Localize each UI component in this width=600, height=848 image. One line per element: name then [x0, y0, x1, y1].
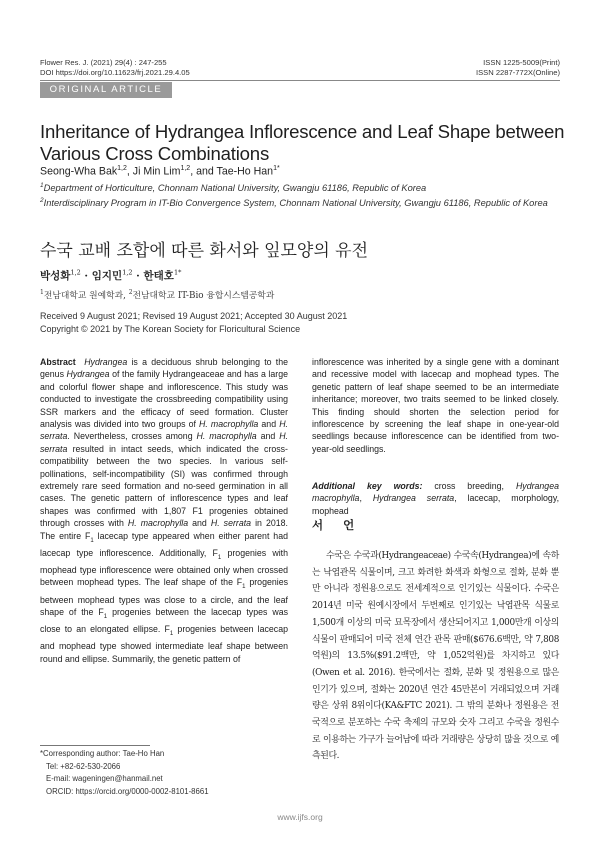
article-dates — [40, 310, 560, 335]
article-type-badge: ORIGINAL ARTICLE — [40, 82, 172, 98]
issn-print: ISSN 1225-5009(Print) — [483, 58, 560, 67]
journal-citation: Flower Res. J. (2021) 29(4) : 247-255 — [40, 58, 167, 67]
corresponding-author-note: *Corresponding author: Tae-Ho Han Tel: +82-62-530-2066 E-mail: wageningen@hanmail.net ORCID: https://orcid.org/0000-0002-8101-8661 — [40, 748, 209, 798]
affiliations-en — [40, 180, 560, 209]
footer-url[interactable]: www.ijfs.org — [277, 812, 323, 822]
author-3: and Tae-Ho Han — [196, 165, 274, 178]
affiliation-1: $^1$Department of Horticulture, Chonnam National University, Gwangju 61186, Republic of Korea — [40, 182, 427, 194]
section-heading-introduction: 서 언 — [312, 518, 363, 532]
author-2: Ji Min Lim — [132, 165, 181, 178]
article-title-ko: 수국 교배 조합에 따른 화서와 잎모양의 유전 — [40, 241, 369, 261]
abstract-right-column: inflorescence was inherited by a single gene with a dominant and recessive model with lacecap and mophead types. The genetic pattern of leaf shape seemed to be an intermediate inheritance; moreover, two traits seemed to be linked closely. This finding should shorten the selection period for inflorescence by screening the leaf shape in one-year-old seedlings because inflorescence can be identified from two-year-old seedlings. — [312, 357, 559, 454]
orcid-link[interactable]: ORCID: https://orcid.org/0000-0002-8101-8661 — [46, 786, 209, 796]
authors-ko: 박성화$^{1,2}$ · 임지민$^{1,2}$ · 한태호$^{1*}$ — [40, 268, 182, 282]
keywords-label: Additional key words: — [312, 481, 423, 491]
copyright-line: Copyright © 2021 by The Korean Society for Floricultural Science — [40, 323, 301, 334]
keywords: Additional key words: cross breeding, Hydrangea macrophylla, Hydrangea serrata, lacecap, morphology, mophead — [312, 481, 560, 516]
affiliation-2: $^2$Interdisciplinary Program in IT-Bio Convergence System, Chonnam National University, Gwangju 61186, Republic of Korea — [40, 196, 548, 208]
abstract-left-column: Abstract Hydrangea is a deciduous shrub belonging to the genus Hydrangea of the family Hydrangeaceae and has a large and colorful flower shape and inflorescence. This study was conducted to investigate the crossbreeding compatibility using SSR markers and the efficacy of seed formation. Cluster analysis was divided into two groups of H. macrophylla and H. serrata. Nevertheless, crosses among H. macrophylla and H. serrata resulted in intact seeds, which indicated the cross-compatibility between the two species. In various self-pollinations, self-incompatibility (SI) was confirmed through extremely rare seed formation and no-seed germination in all cases. The genetic pattern of inflorescence types and leaf shapes was confirmed with 1,807 F1 progenies obtained through crosses with H. macrophylla and H. serrata in 2018. The entire $F_1$ lacecap type appeared when either parent had lacecap type inflorescence. Additionally, $F_1$ progenies with mophead type inflorescence were obtained only when crossed between mophead types. The leaf shape of the $F_1$ progenies between mophead types was close to a circle, and the leaf shape of the $F_1$ progenies between the lacecap types was close to an elongated ellipse. $F_1$ progenies between lacecap and mophead type showed intermediate leaf shape between round and ellipse. Summarily, the genetic pattern of — [40, 357, 289, 664]
abstract-label: Abstract — [40, 357, 76, 367]
author-1: Seong-Wha Bak — [40, 165, 118, 178]
received-dates: Received 9 August 2021; Revised 19 August 2021; Accepted 30 August 2021 — [40, 311, 348, 321]
authors-en: Seong-Wha Bak$^{1,2}$, Ji Min Lim$^{1,2}$, and Tae-Ho Han$^{1*}$ — [40, 165, 280, 178]
article-title-en: Inheritance of Hydrangea Inflorescence and Leaf Shape between Various Cross Combinations — [40, 121, 565, 164]
doi-link[interactable]: DOI https://doi.org/10.11623/frj.2021.29.4.05 — [40, 68, 190, 77]
issn-online: ISSN 2287-772X(Online) — [476, 68, 560, 77]
footnote-rule — [40, 745, 150, 746]
affiliations-ko: $^1$전남대학교 원예학과, $^2$전남대학교 IT-Bio 융합시스템공학과 — [40, 289, 275, 301]
email-link[interactable]: E-mail: wageningen@hanmail.net — [46, 774, 163, 784]
header-rule — [40, 80, 560, 81]
introduction-body: 수국은 수국과(Hydrangeaceae) 수국속(Hydrangea)에 속하는 낙엽관목 식물이며, 크고 화려한 화색과 화형으로 절화, 분화 뿐만 아니라 정원용으로도 전세계적으로 인기있는 식물이다. 수국은 2014년 미국 원예시장에서 두번째로 인기있는 낙엽관목 식물로 1,500개 이상의 미국 묘목장에서 생산되어지고 1,000만개 이상의 식물이 판매되어 미국 전체 연간 관목 판매($676.6백만, 약 7,808억원)의 13.5%($91.2백만, 약 1,052억원)를 차지하고 있다(Owen et al. 2016). 한국에서는 절화, 분화 및 정원용으로 많은 인기가 있으며, 절화는 2020년 연간 45만본이 거래되었으며 거래량은 상위 8위이다(KA&FTC 2021). 그 밖의 분화나 정원용은 전국적으로 분포하는 수국 축제의 규모와 숫자 그리고 수국을 정원수로 이용하는 가구가 늘어남에 따라 거래량은 상당히 많을 것으로 예측된다. — [312, 551, 559, 762]
